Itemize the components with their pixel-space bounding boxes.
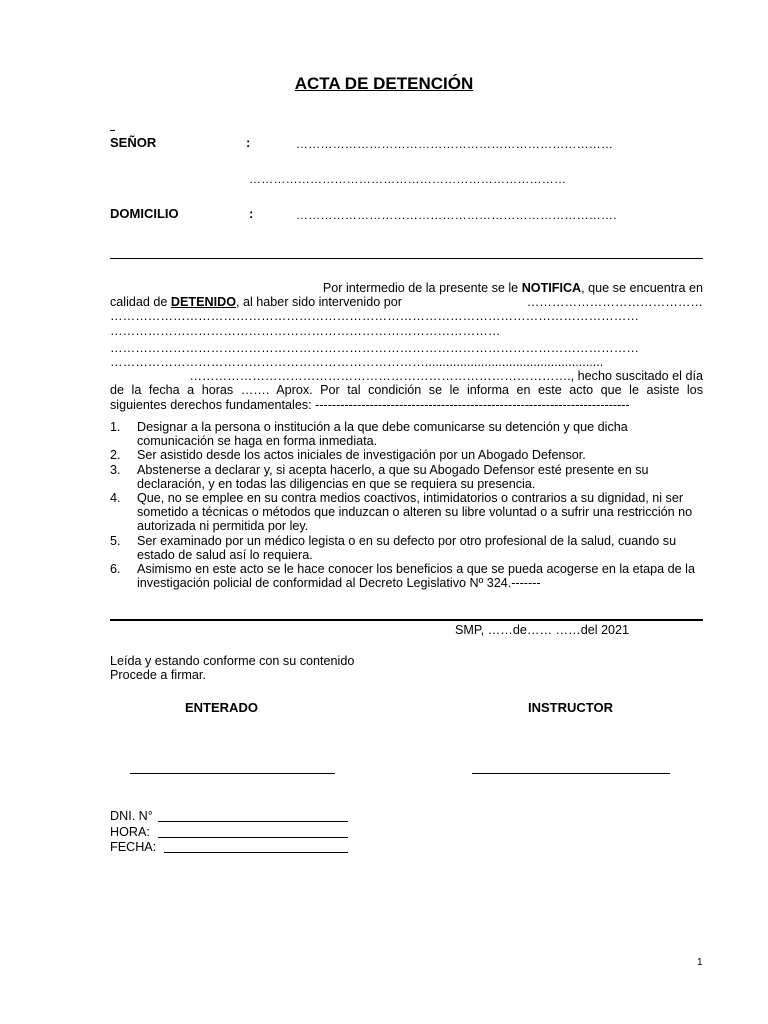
- notice-dots-2: …………………………………………………………………………………: [110, 323, 501, 338]
- notice-line-1: [110, 281, 703, 295]
- senor-dots: ……………………………………………………………………: [296, 137, 614, 151]
- senor-dots-continued: ……………………………………………………………………: [249, 172, 567, 186]
- notice-derechos-line: siguientes derechos fundamentales: ---------------------------------------------------------------------------: [110, 397, 630, 412]
- intervenido-text: , al haber sido intervenido por: [236, 295, 402, 310]
- separator-line-top: [110, 258, 703, 259]
- domicilio-colon: :: [249, 206, 254, 221]
- list-item: 4. Que, no se emplee en su contra medios coactivos, intimidatorios o contrarios a su dignidad, ni ser sometido a técnicas o métodos que induzcan o alteren su libre voluntad o a sufrir una restricción no autorizada ni permitida por ley.: [110, 491, 693, 534]
- small-mark: [110, 130, 115, 131]
- separator-line-bottom: [110, 619, 703, 621]
- fecha-line: [164, 852, 348, 853]
- list-item: 3. Abstenerse a declarar y, si acepta hacerlo, a que su Abogado Defensor esté presente en su declaración, y en todas las diligencias en que se requiera su presencia.: [110, 462, 649, 491]
- closing-line-2: Procede a firmar.: [110, 668, 206, 682]
- notice-paragraph: [110, 281, 703, 412]
- hora-line: [158, 837, 348, 838]
- list-item: 2. Ser asistido desde los actos iniciales de investigación por un Abogado Defensor.: [110, 448, 586, 463]
- page-number: 1: [697, 957, 703, 968]
- domicilio-dots: …………………………………………………………………….: [296, 208, 617, 222]
- detenido-word: DETENIDO: [170, 295, 236, 310]
- hora-label: HORA:: [110, 825, 150, 839]
- fecha-label: FECHA:: [110, 840, 157, 854]
- document-title: ACTA DE DETENCIÓN: [294, 74, 474, 93]
- rights-list: [110, 420, 703, 590]
- notice-dots-1: ………………………………………………………………………………………………………………: [110, 309, 639, 324]
- notice-line-2: [110, 295, 703, 309]
- notifica-word: NOTIFICA: [521, 281, 582, 295]
- senor-label: SEÑOR: [110, 135, 157, 150]
- notice-fecha-line: de la fecha a horas ……. Aprox. Por tal condición se le informa en este acto que le asiste los: [110, 383, 703, 398]
- closing-line-1: Leída y estando conforme con su contenido: [110, 654, 355, 668]
- intervenido-dots: ……………………………………: [526, 295, 703, 310]
- notice-dots-3: ………………………………………………………………………………………………………………: [110, 340, 639, 355]
- list-item: 1. Designar a la persona o institución a la que debe comunicarse su detención y que dicha comunicación se haga en forma inmediata.: [110, 420, 628, 449]
- notice-dots-4: …………………………………………………………………...................................................: [110, 355, 604, 370]
- list-item: 6. Asimismo en este acto se le hace conocer los beneficios a que se pueda acogerse en la etapa de la investigación policial de conformidad al Decreto Legislativo Nº 324.-------: [110, 562, 695, 591]
- list-item: 5. Ser examinado por un médico legista o en su defecto por otro profesional de la salud, cuando su estado de salud así lo requiera.: [110, 533, 677, 562]
- domicilio-label: DOMICILIO: [110, 206, 179, 221]
- dni-line: [158, 821, 348, 822]
- enterado-signature-line: [130, 773, 335, 774]
- instructor-heading: INSTRUCTOR: [528, 700, 613, 715]
- enterado-heading: ENTERADO: [185, 700, 258, 715]
- dni-label: DNI. N°: [110, 809, 153, 823]
- notice-intro: Por intermedio de la presente se le: [322, 281, 522, 295]
- calidad-text: calidad de: [110, 295, 171, 310]
- instructor-signature-line: [472, 773, 670, 774]
- notice-dots-5: ………………………………………………………………………………., hecho suscitado el día: [189, 369, 703, 384]
- date-line: SMP, ……de…… ……del 2021: [455, 623, 630, 637]
- senor-colon: :: [246, 135, 251, 150]
- notice-intro-end: , que se encuentra en: [581, 281, 703, 295]
